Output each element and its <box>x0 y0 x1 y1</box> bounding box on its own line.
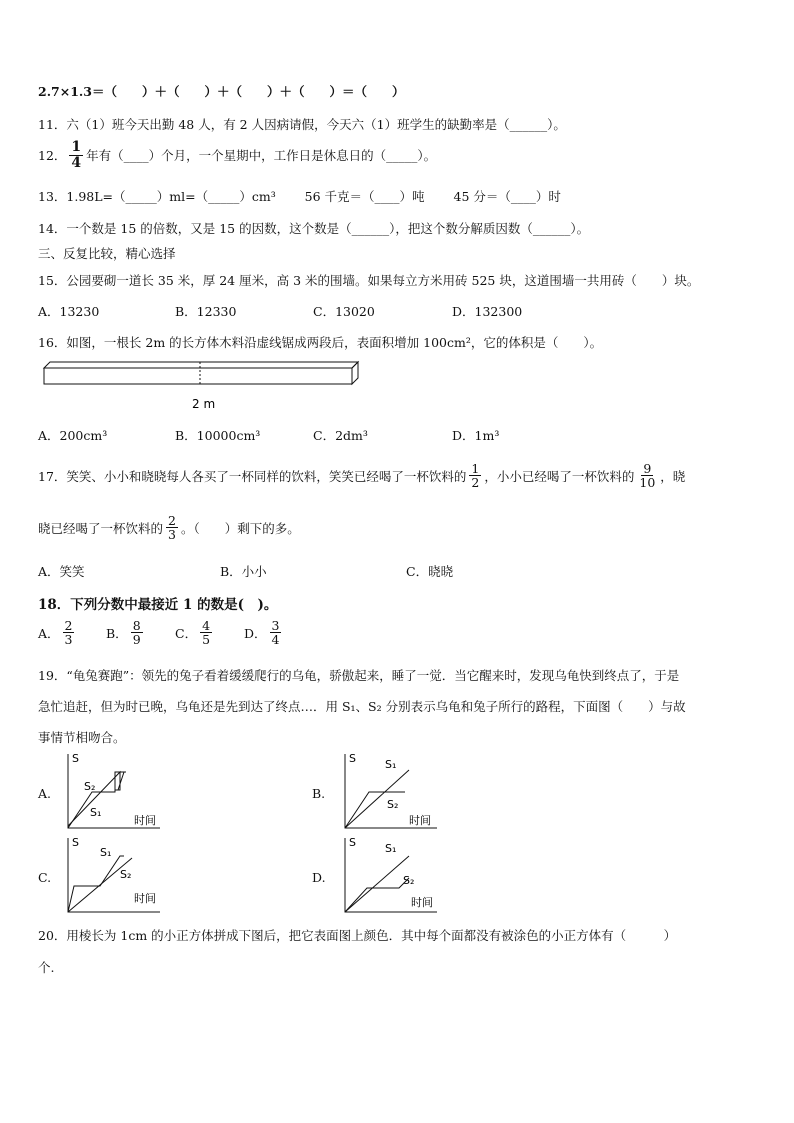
question-12 <box>38 140 436 170</box>
question-11: 11．六（1）班今天出勤 48 人，有 2 人因病请假，今天六（1）班学生的缺勤率是（______）。 <box>38 117 566 132</box>
q15-option-d[interactable]: D．132300 <box>452 304 523 319</box>
question-19-line3: 事情节相吻合。 <box>38 730 126 745</box>
q17-f3-den: 3 <box>168 527 176 543</box>
graph-d-axis-s: S <box>349 836 356 849</box>
graph-a-s2-label: S₂ <box>84 780 96 793</box>
q15-option-b[interactable]: B．12330 <box>175 304 237 319</box>
q18-c-num: 4 <box>202 618 211 633</box>
question-14: 14．一个数是 15 的倍数，又是 15 的因数，这个数是（______），把这个数分解质因数（______）。 <box>38 221 590 236</box>
graph-d-s1 <box>345 856 409 912</box>
q18-b-label: B． <box>106 625 128 641</box>
q18-option-c[interactable] <box>175 619 215 646</box>
q17-fraction-1 <box>469 462 481 489</box>
wood-front-face <box>44 368 352 384</box>
q18-b-den: 9 <box>132 632 141 648</box>
question-16: 16．如图，一根长 2m 的长方体木料沿虚线锯成两段后，表面积增加 100cm²，它的体积是（ ）。 <box>38 335 603 350</box>
q19-graph-d[interactable] <box>337 836 443 916</box>
q17-f2-num: 9 <box>643 461 652 476</box>
graph-c-s1-label: S₁ <box>100 846 112 859</box>
graph-b-s1-label: S₁ <box>385 758 397 771</box>
graph-b-axis-s: S <box>349 752 356 765</box>
question-17-line1 <box>38 462 685 489</box>
wood-top-face <box>44 362 358 368</box>
question-18: 18．下列分数中最接近 1 的数是( )。 <box>38 597 278 613</box>
q17-f2-den: 10 <box>639 475 656 491</box>
graph-a-axis-s: S <box>72 752 79 765</box>
graph-a-s1-label: S₁ <box>90 806 102 819</box>
q16-option-a[interactable]: A．200cm³ <box>38 428 108 443</box>
q18-d-label: D． <box>244 625 267 641</box>
q17-text-4: 晓已经喝了一杯饮料的 <box>38 520 164 536</box>
q18-option-b[interactable] <box>106 619 146 646</box>
q18-d-num: 3 <box>271 618 280 633</box>
graph-d-s2-label: S₂ <box>403 874 415 887</box>
graph-c-axis-time: 时间 <box>134 892 156 905</box>
q19-option-d-label[interactable]: D. <box>312 870 326 885</box>
q17-f1-num: 1 <box>471 461 480 476</box>
graph-d-s2 <box>345 878 409 912</box>
q17-f1-den: 2 <box>471 475 480 491</box>
graph-c-s2 <box>68 856 124 912</box>
question-15: 15．公园要砌一道长 35 米，厚 24 厘米，高 3 米的围墙。如果每立方米用砖 525 块，这道围墙一共用砖（ ）块。 <box>38 273 700 288</box>
graph-c-s1 <box>68 858 132 912</box>
q16-option-d[interactable]: D．1m³ <box>452 428 500 443</box>
q17-option-b[interactable]: B．小小 <box>220 564 267 579</box>
q16-length-label: 2 m <box>192 397 216 411</box>
q17-text-3: ，晓 <box>660 468 686 484</box>
q18-b-num: 8 <box>132 618 141 633</box>
q16-option-c[interactable]: C．2dm³ <box>313 428 368 443</box>
graph-c-s2-label: S₂ <box>120 868 132 881</box>
q17-fraction-3 <box>166 514 178 541</box>
q19-option-a-label[interactable]: A. <box>38 786 52 801</box>
q18-c-den: 5 <box>202 632 211 648</box>
q17-option-c[interactable]: C．晓晓 <box>406 564 454 579</box>
q19-option-c-label[interactable]: C. <box>38 870 52 885</box>
q17-text-5: 。（ ）剩下的多。 <box>180 520 300 536</box>
question-13: 13．1.98L=（_____）ml=（_____）cm³ 56 千克＝（____）吨 45 分＝（____）时 <box>38 189 561 204</box>
q19-graph-c[interactable] <box>60 836 166 916</box>
question-20-line1: 20．用棱长为 1cm 的小正方体拼成下图后，把它表面图上颜色．其中每个面都没有被涂色的小正方体有（ ） <box>38 928 677 943</box>
q19-graph-b[interactable] <box>337 752 443 832</box>
question-17-line2 <box>38 514 300 541</box>
q18-a-den: 3 <box>64 632 73 648</box>
wood-side-face <box>352 362 358 384</box>
q17-text-1: 17．笑笑、小小和晓晓每人各买了一杯同样的饮料，笑笑已经喝了一杯饮料的 <box>38 468 467 484</box>
graph-d-s1-label: S₁ <box>385 842 397 855</box>
q12-frac-den: 4 <box>71 154 82 171</box>
question-19-line2: 急忙追赶，但为时已晚，乌龟还是先到达了终点…．用 S₁、S₂ 分别表示乌龟和兔子所行的路程，下面图（ ）与故 <box>38 699 686 714</box>
q18-option-d[interactable] <box>244 619 284 646</box>
q18-option-a[interactable] <box>38 619 77 646</box>
q17-fraction-2 <box>637 462 657 489</box>
section-3-heading: 三、反复比较，精心选择 <box>38 246 176 261</box>
graph-b-axis-time: 时间 <box>409 814 431 827</box>
q18-a-num: 2 <box>64 618 73 633</box>
question-20-line2: 个. <box>38 960 55 975</box>
q19-option-b-label[interactable]: B. <box>312 786 326 801</box>
q17-f3-num: 2 <box>168 513 176 528</box>
q10-tail: 2.7×1.3＝（ ）＋（ ）＋（ ）＋（ ）＝（ ） <box>38 84 405 99</box>
q19-graph-a[interactable] <box>60 752 166 832</box>
q12-text: 年有（____）个月，一个星期中，工作日是休息日的（_____）。 <box>86 148 437 164</box>
q18-c-label: C． <box>175 625 198 641</box>
question-19-line1: 19．“龟兔赛跑”：领先的兔子看着缓缓爬行的乌龟，骄傲起来，睡了一觉．当它醒来时，发现乌龟快到终点了，于是 <box>38 668 680 683</box>
q16-option-b[interactable]: B．10000cm³ <box>175 428 261 443</box>
q15-option-a[interactable]: A．13230 <box>38 304 100 319</box>
q12-frac-num: 1 <box>71 139 82 155</box>
q16-wood-figure <box>40 360 360 416</box>
graph-a-axis-time: 时间 <box>134 814 156 827</box>
q18-a-label: A． <box>38 625 60 641</box>
graph-c-axis-s: S <box>72 836 79 849</box>
graph-b-s1 <box>345 770 409 828</box>
q17-option-a[interactable]: A．笑笑 <box>38 564 85 579</box>
graph-d-axis-time: 时间 <box>411 896 433 909</box>
q15-option-c[interactable]: C．13020 <box>313 304 375 319</box>
q12-fraction <box>69 140 83 170</box>
q18-d-den: 4 <box>271 632 280 648</box>
graph-a-s1-flat <box>68 772 126 828</box>
q17-text-2: ，小小已经喝了一杯饮料的 <box>484 468 635 484</box>
q12-number: 12． <box>38 148 67 164</box>
graph-b-s2-label: S₂ <box>387 798 399 811</box>
